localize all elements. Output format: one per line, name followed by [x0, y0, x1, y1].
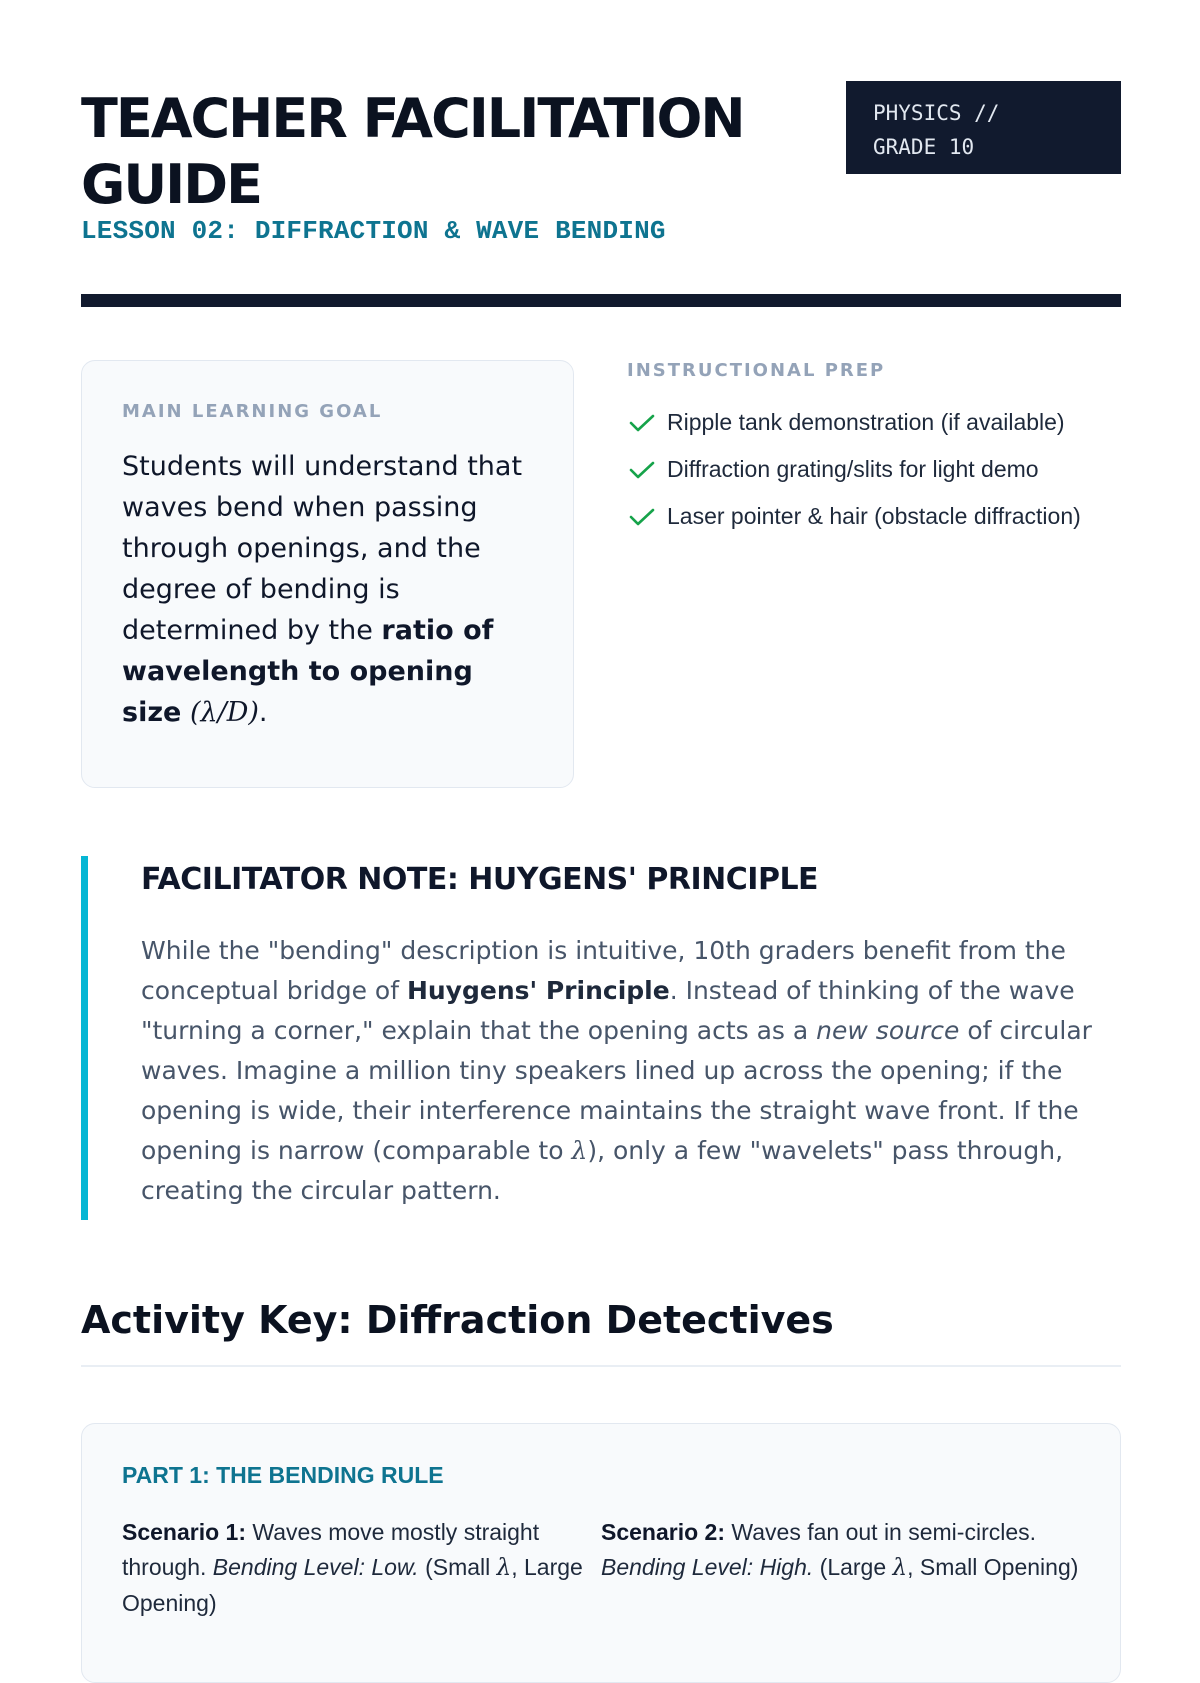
part-1-title: PART 1: THE BENDING RULE [122, 1462, 444, 1488]
list-item [627, 493, 1121, 540]
prep-item-text: Diffraction grating/slits for light demo [667, 456, 1039, 482]
lesson-subtitle: LESSON 02: DIFFRACTION & WAVE BENDING [81, 216, 666, 246]
prep-list [627, 399, 1121, 540]
prep-item-text: Ripple tank demonstration (if available) [667, 409, 1065, 435]
check-icon [627, 459, 657, 481]
learning-goal-card [81, 360, 574, 788]
check-icon [627, 412, 657, 434]
subject-grade-badge: PHYSICS // GRADE 10 [846, 81, 1121, 174]
facilitator-note-title: FACILITATOR NOTE: HUYGENS' PRINCIPLE [141, 862, 819, 897]
list-item [627, 399, 1121, 446]
activity-title: Activity Key: Diffraction Detectives [81, 1298, 834, 1342]
scenario-list [122, 1515, 1080, 1621]
activity-divider [81, 1365, 1121, 1367]
instructional-prep [627, 360, 1121, 540]
learning-goal-text: Students will understand that waves bend when passing through openings, and the degree of bending is determined by the ratio of wavelength to opening size (λ/D). [122, 451, 523, 728]
facilitator-note-body: While the "bending" description is intuitive, 10th graders benefit from the conceptual bridge of Huygens' Principle. Instead of thinking of the wave "turning a corner," explain that the opening acts as a new source of circular waves. Imagine a million tiny speakers lined up across the opening; if the opening is wide, their interference maintains the straight wave front. If the opening is narrow (comparable to λ), only a few "wavelets" pass through, creating the circular pattern. [141, 936, 1092, 1205]
prep-item-text: Laser pointer & hair (obstacle diffraction) [667, 503, 1081, 529]
learning-goal-label: MAIN LEARNING GOAL [122, 401, 383, 422]
list-item [627, 446, 1121, 493]
scenario-2: Scenario 2: Waves fan out in semi-circles. Bending Level: High. (Large λ, Small Opening) [601, 1519, 1079, 1581]
header-divider [81, 294, 1121, 307]
part-1-card [81, 1423, 1121, 1683]
page-title: TEACHER FACILITATION GUIDE [81, 87, 744, 216]
prep-label: INSTRUCTIONAL PREP [627, 360, 886, 381]
scenario-1: Scenario 1: Waves move mostly straight through. Bending Level: Low. (Small λ, Large Opening) [122, 1519, 583, 1616]
facilitator-note [81, 856, 1121, 1220]
check-icon [627, 506, 657, 528]
